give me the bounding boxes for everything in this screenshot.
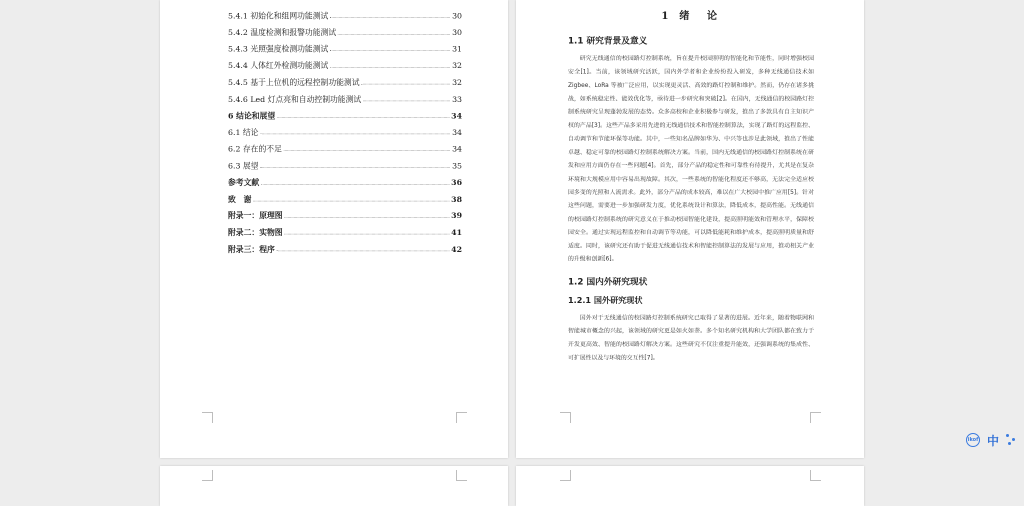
toc-entry-page: 36 bbox=[451, 178, 462, 188]
toc-entry-label: 5.4.1 初始化和组网功能测试 bbox=[228, 11, 329, 21]
toc-entry-page: 34 bbox=[452, 145, 462, 155]
table-of-contents bbox=[228, 4, 462, 254]
crop-mark bbox=[202, 470, 213, 481]
toc-leader-dots bbox=[284, 217, 449, 218]
toc-leader-dots bbox=[361, 84, 450, 85]
section-heading: 1.2 国内外研究现状 bbox=[568, 277, 648, 287]
toc-entry-label: 5.4.6 Led 灯点亮和自动控制功能测试 bbox=[228, 95, 362, 105]
paragraph: 研究无线通信的校园路灯控制系统，旨在提升校园照明的智能化和节能性，同时增强校园安全[1]。当前，该领域研究活跃，国内外学者和企业纷纷投入研发，多种无线通信技术如 Zigbee、LoRa 等被广泛应用，以实现更灵活、高效的路灯控制和维护。然而，仍存在诸多挑战，如系统稳定性、能效优化等，亟待进一步研究和突破[2]。在国内，无线通信的校园路灯控制系统研究呈现蓬勃发展的态势。众多高校和企业积极参与研发，推出了多款具有自主知识产权的产品[3]。这些产品多采用先进的无线通信技术和智能控制算法，实现了路灯的远程监控、自动调节和节能环保等功能。其中，一些知名品牌如华为、中兴等也涉足此领域，推出了性能卓越、稳定可靠的校园路灯控制系统解决方案。当前，国内无线通信的校园路灯控制系统在研发和应用方面仍存在一些问题[4]。首先，部分产品的稳定性和可靠性有待提升，尤其是在复杂环境和大规模应用中容易出现故障。其次，一些系统的智能化程度还不够高，无法完全适应校园多变的光照和人流需求。此外，部分产品的成本较高，难以在广大校园中推广应用[5]。针对这些问题，需要进一步加强研发力度，优化系统设计和算法，降低成本，提高性能。无线通信的校园路灯控制系统的研究意义在于推动校园智能化建设，提高照明能效和管理水平，保障校园安全。通过实现远程监控和自动调节等功能，可以降低能耗和维护成本，提高照明质量和舒适度。同时，该研究还有助于促进无线通信技术和智能控制算法的发展与应用，推动相关产业的升级和创新[6]。 bbox=[568, 55, 814, 263]
toc-entry-page: 35 bbox=[452, 161, 462, 171]
toc-leader-dots bbox=[363, 100, 450, 101]
toc-entry-label: 5.4.5 基于上位机的远程控制功能测试 bbox=[228, 78, 360, 88]
ime-logo-icon[interactable]: ikof bbox=[966, 433, 980, 447]
toc-leader-dots bbox=[261, 184, 449, 185]
toc-entry[interactable] bbox=[228, 4, 462, 21]
toc-entry[interactable] bbox=[228, 137, 462, 154]
page-content bbox=[568, 5, 814, 365]
paragraph: 国外对于无线通信的校园路灯控制系统研究已取得了显著的进展。近年来，随着物联网和智能城市概念的兴起，该领域的研究更是如火如荼。多个知名研究机构和大学团队都在致力于开发更高效、智能的校园路灯解决方案。这些研究不仅注重提升能效，还强调系统的集成性、可扩展性以及与环境的交互性[7]。 bbox=[568, 314, 814, 362]
toc-leader-dots bbox=[260, 134, 450, 135]
document-page-toc bbox=[160, 0, 508, 458]
crop-mark bbox=[456, 470, 467, 481]
toc-leader-dots bbox=[277, 251, 450, 252]
document-page bbox=[516, 466, 864, 506]
toc-leader-dots bbox=[338, 34, 450, 35]
toc-entry-label: 6.1 结论 bbox=[228, 128, 259, 138]
crop-mark bbox=[560, 470, 571, 481]
toc-entry-label: 参考文献 bbox=[228, 178, 260, 188]
toc-entry-label: 5.4.4 人体红外检测功能测试 bbox=[228, 61, 329, 71]
toc-entry[interactable] bbox=[228, 204, 462, 221]
crop-mark bbox=[456, 412, 467, 423]
toc-entry[interactable] bbox=[228, 221, 462, 238]
subsection-heading: 1.2.1 国外研究现状 bbox=[568, 295, 643, 306]
ime-menu-icon[interactable] bbox=[1006, 434, 1016, 446]
toc-entry-page: 33 bbox=[452, 95, 462, 105]
toc-entry[interactable] bbox=[228, 171, 462, 188]
toc-entry-page: 30 bbox=[452, 11, 462, 21]
toc-entry-page: 30 bbox=[452, 28, 462, 38]
toc-leader-dots bbox=[277, 117, 449, 118]
section-heading: 1.1 研究背景及意义 bbox=[568, 36, 648, 46]
toc-entry-label: 致 谢 bbox=[228, 195, 252, 205]
toc-entry-label: 6.2 存在的不足 bbox=[228, 145, 282, 155]
toc-entry-label: 附录一：原理图 bbox=[228, 211, 283, 221]
toc-entry[interactable] bbox=[228, 54, 462, 71]
toc-entry-label: 6 结论和展望 bbox=[228, 111, 276, 121]
toc-entry-page: 31 bbox=[452, 45, 462, 55]
toc-leader-dots bbox=[253, 201, 449, 202]
toc-entry-page: 41 bbox=[451, 228, 462, 238]
toc-entry[interactable] bbox=[228, 71, 462, 88]
toc-entry-label: 6.3 展望 bbox=[228, 161, 259, 171]
toc-entry[interactable] bbox=[228, 187, 462, 204]
toc-leader-dots bbox=[330, 67, 450, 68]
toc-entry[interactable] bbox=[228, 104, 462, 121]
toc-entry[interactable] bbox=[228, 21, 462, 38]
ime-toolbar[interactable] bbox=[966, 431, 1022, 449]
crop-mark bbox=[810, 470, 821, 481]
crop-mark bbox=[202, 412, 213, 423]
toc-entry-page: 34 bbox=[451, 111, 462, 121]
toc-entry-page: 42 bbox=[451, 245, 462, 255]
toc-leader-dots bbox=[260, 167, 450, 168]
toc-leader-dots bbox=[330, 50, 450, 51]
document-page bbox=[160, 466, 508, 506]
toc-entry-page: 34 bbox=[452, 128, 462, 138]
toc-entry[interactable] bbox=[228, 154, 462, 171]
toc-leader-dots bbox=[284, 234, 449, 235]
toc-entry[interactable] bbox=[228, 87, 462, 104]
toc-entry-label: 附录三：程序 bbox=[228, 245, 275, 255]
ime-language-toggle[interactable]: 中 bbox=[987, 433, 1000, 448]
toc-entry-page: 32 bbox=[452, 61, 462, 71]
toc-entry[interactable] bbox=[228, 237, 462, 254]
toc-entry[interactable] bbox=[228, 37, 462, 54]
toc-entry-page: 32 bbox=[452, 78, 462, 88]
toc-leader-dots bbox=[330, 17, 450, 18]
toc-entry-page: 39 bbox=[451, 211, 462, 221]
chapter-title: 1 绪 论 bbox=[661, 9, 721, 22]
toc-entry-label: 5.4.2 温度检测和报警功能测试 bbox=[228, 28, 337, 38]
toc-entry-page: 38 bbox=[451, 195, 462, 205]
toc-entry-label: 附录二：实物图 bbox=[228, 228, 283, 238]
document-page-chapter1 bbox=[516, 0, 864, 458]
toc-entry[interactable] bbox=[228, 121, 462, 138]
crop-mark bbox=[560, 412, 571, 423]
toc-leader-dots bbox=[284, 151, 451, 152]
crop-mark bbox=[810, 412, 821, 423]
toc-entry-label: 5.4.3 光照强度检测功能测试 bbox=[228, 45, 329, 55]
